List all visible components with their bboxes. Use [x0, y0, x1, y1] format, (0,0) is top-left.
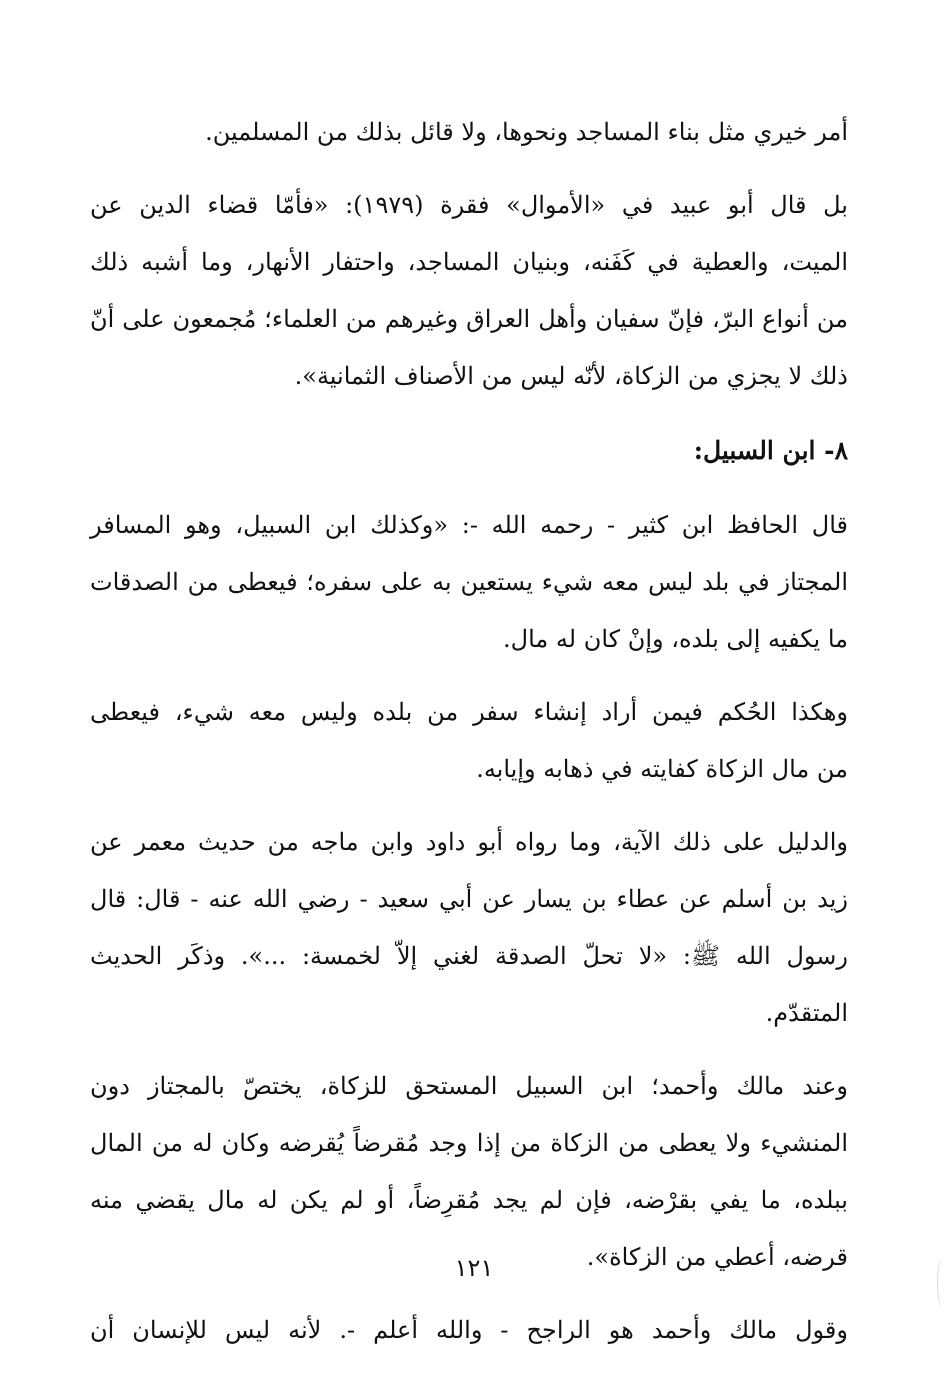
- paragraph-gap: [90, 405, 848, 421]
- section-heading: ٨- ابن السبيل:: [693, 436, 848, 465]
- paragraph-gap: [90, 668, 848, 684]
- text-line: قرضه، أعطي من الزكاة».: [586, 1243, 848, 1271]
- text-line: المجتاز في بلد ليس معه شيء يستعين به على سفره؛ فيعطى من الصدقات: [90, 568, 848, 596]
- text-line: وعند مالك وأحمد؛ ابن السبيل المستحق للزكاة، يختصّ بالمجتاز دون: [90, 1072, 848, 1100]
- text-line: المنشيء ولا يعطى من الزكاة من إذا وجد مُقرضاً يُقرضه وكان له من المال: [90, 1129, 848, 1157]
- page-edge-mark: [937, 1258, 948, 1308]
- text-line: رسول الله ﷺ: «لا تحلّ الصدقة لغني إلاّ لخمسة: ...». وذكَر الحديث: [90, 942, 848, 970]
- text-line: من مال الزكاة كفايته في ذهابه وإيابه.: [476, 755, 848, 783]
- text-line: من أنواع البرّ، فإنّ سفيان وأهل العراق وغيرهم من العلماء؛ مُجمعون على أنّ: [90, 305, 848, 333]
- text-line: ما يكفيه إلى بلده، وإنْ كان له مال.: [503, 625, 848, 653]
- paragraph-gap: [90, 1042, 848, 1058]
- page-number: ١٢١: [454, 1254, 494, 1282]
- text-line: أمر خيري مثل بناء المساجد ونحوها، ولا قائل بذلك من المسلمين.: [205, 118, 848, 146]
- text-line: وهكذا الحُكم فيمن أراد إنشاء سفر من بلده وليس معه شيء، فيعطى: [90, 698, 848, 726]
- text-line: المتقدّم.: [765, 999, 848, 1027]
- text-line: بل قال أبو عبيد في «الأموال» فقرة (١٩٧٩): «فأمّا قضاء الدين عن: [90, 191, 848, 219]
- text-line: قال الحافظ ابن كثير - رحمه الله -: «وكذلك ابن السبيل، وهو المسافر: [90, 511, 848, 539]
- text-line: والدليل على ذلك الآية، وما رواه أبو داود وابن ماجه من حديث معمر عن: [90, 828, 848, 856]
- page-body: [90, 104, 848, 1359]
- text-line: الميت، والعطية في كَفَنه، وبنيان المساجد، واحتفار الأنهار، وما أشبه ذلك: [90, 248, 848, 276]
- text-line: ذلك لا يجزي من الزكاة، لأنّه ليس من الأصناف الثمانية».: [294, 362, 848, 390]
- paragraph-gap: [90, 1286, 848, 1302]
- text-line: زيد بن أسلم عن عطاء بن يسار عن أبي سعيد - رضي الله عنه - قال: قال: [90, 885, 848, 913]
- paragraph-gap: [90, 481, 848, 497]
- text-line: وقول مالك وأحمد هو الراجح - والله أعلم -. لأنه ليس للإنسان أن: [90, 1316, 848, 1344]
- text-line: ببلده، ما يفي بقرْضه، فإن لم يجد مُقرِضاً، أو لم يكن له مال يقضي منه: [90, 1186, 848, 1214]
- paragraph-gap: [90, 161, 848, 177]
- paragraph-gap: [90, 798, 848, 814]
